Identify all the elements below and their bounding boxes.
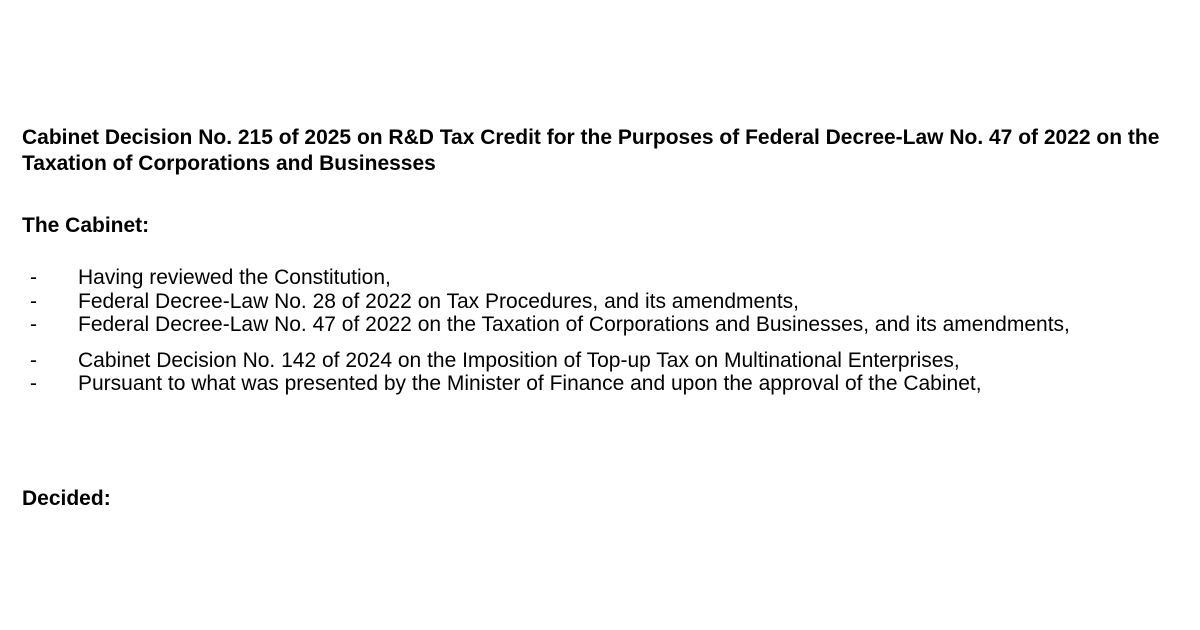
list-item: - Cabinet Decision No. 142 of 2024 on the Imposition of Top-up Tax on Multinational Enterprises, [30,348,960,372]
preamble-heading: The Cabinet: [22,214,150,237]
list-item: - Federal Decree-Law No. 47 of 2022 on the Taxation of Corporations and Businesses, and its amendments, [30,313,1070,336]
decided-heading: Decided: [22,487,111,510]
list-item: - Federal Decree-Law No. 28 of 2022 on Tax Procedures, and its amendments, [30,289,800,313]
list-item: - Having reviewed the Constitution, [30,266,391,289]
preamble-list [22,266,1152,396]
document-title: Cabinet Decision No. 215 of 2025 on R&D Tax Credit for the Purposes of Federal Decree-Law No. 47 of 2022 on the Taxation of Corporations and Businesses [22,126,1160,175]
list-item: - Pursuant to what was presented by the Minister of Finance and upon the approval of the Cabinet, [30,372,982,395]
